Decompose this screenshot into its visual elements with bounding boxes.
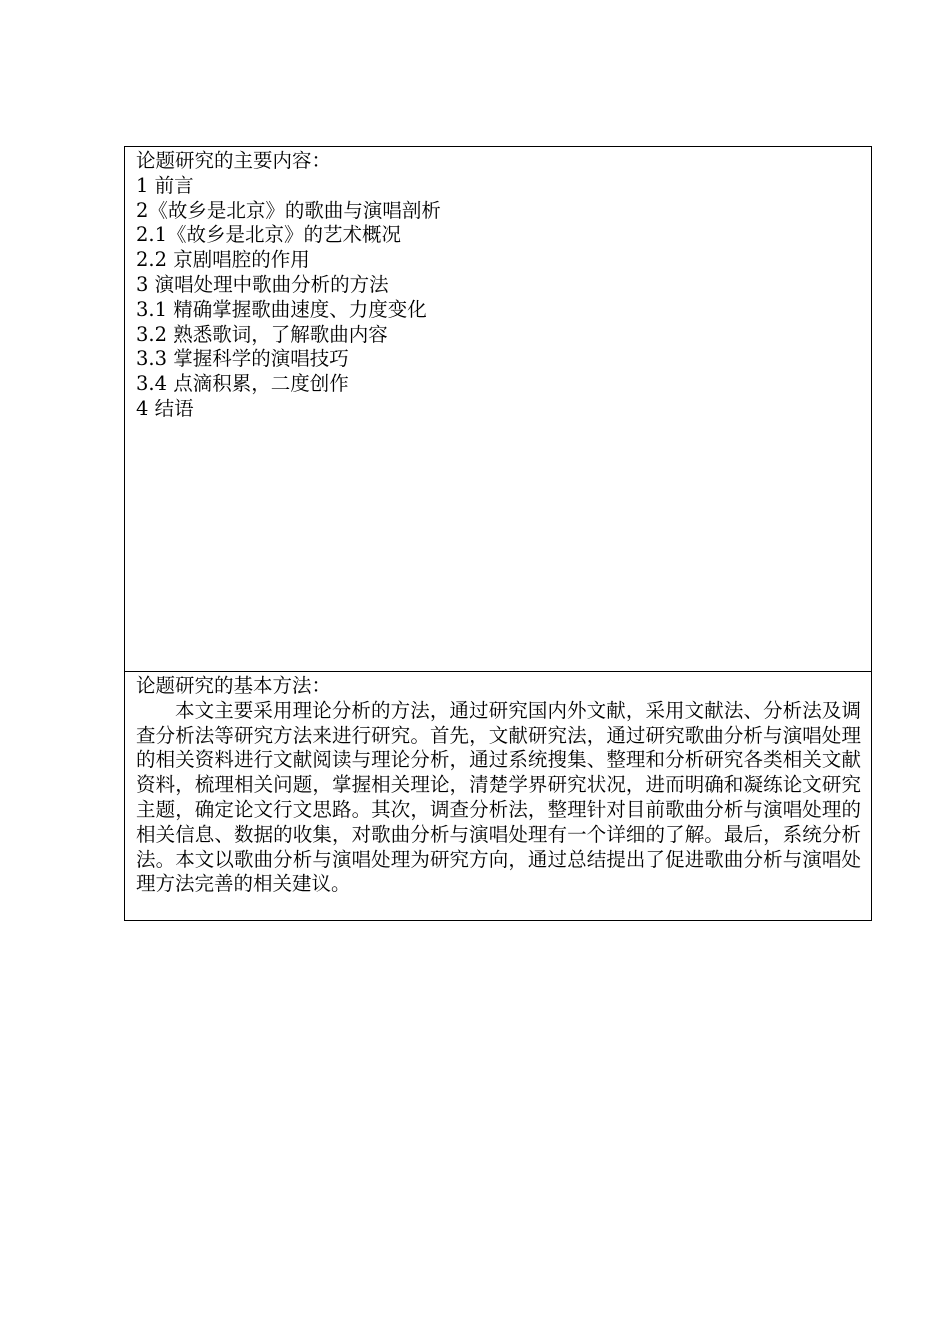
content-cell — [125, 147, 872, 672]
outline-item: 2.2 京剧唱腔的作用 — [136, 248, 310, 272]
method-row — [125, 672, 872, 921]
outline-item: 1 前言 — [136, 173, 194, 197]
proposal-table — [124, 146, 872, 921]
method-paragraph: 本文主要采用理论分析的方法，通过研究国内外文献，采用文献法、分析法及调查分析法等研究方法来进行研究。首先，文献研究法，通过研究歌曲分析与演唱处理的相关资料进行文献阅读与理论分析，通过系统搜集、整理和分析研究各类相关文献资料，梳理相关问题，掌握相关理论，清楚学界研究状况，进而明确和凝练论文研究主题，确定论文行文思路。其次，调查分析法，整理针对目前歌曲分析与演唱处理的相关信息、数据的收集，对歌曲分析与演唱处理有一个详细的了解。最后，系统分析法。本文以歌曲分析与演唱处理为研究方向，通过总结提出了促进歌曲分析与演唱处理方法完善的相关建议。 — [136, 698, 861, 896]
content-row — [125, 147, 872, 672]
outline-item: 3.4 点滴积累，二度创作 — [136, 372, 349, 396]
outline-item: 2《故乡是北京》的歌曲与演唱剖析 — [136, 198, 441, 222]
outline-item: 4 结语 — [136, 396, 194, 420]
outline-item: 3 演唱处理中歌曲分析的方法 — [136, 272, 389, 296]
method-heading: 论题研究的基本方法： — [136, 674, 332, 697]
outline-item: 2.1《故乡是北京》的艺术概况 — [136, 223, 402, 247]
outline-item: 3.1 精确掌握歌曲速度、力度变化 — [136, 297, 427, 321]
outline-item: 3.2 熟悉歌词，了解歌曲内容 — [136, 322, 388, 346]
content-heading: 论题研究的主要内容： — [136, 149, 332, 172]
method-cell — [125, 672, 872, 921]
outline-item: 3.3 掌握科学的演唱技巧 — [136, 347, 349, 371]
